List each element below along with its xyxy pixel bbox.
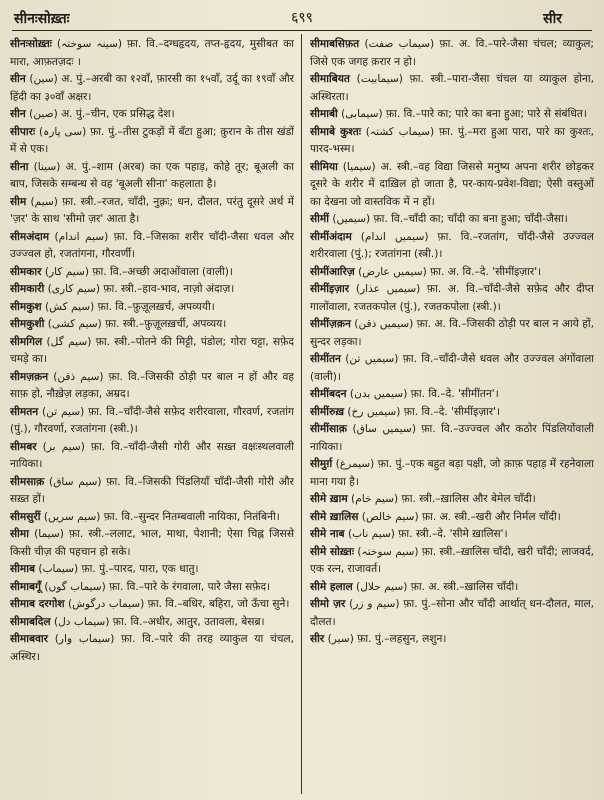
entry-definition: (سین) अ. पुं.–अरबी का १२वाँ, फ़ारसी का १५वाँ, उर्दू का १९वाँ और हिंदी का ३०वाँ अक्षर।: [10, 73, 294, 103]
dictionary-entry: [310, 386, 594, 404]
entry-definition: (سینا) अ. पुं.–शाम (अरब) का एक पहाड़, कोहे तूर; बूअली का बाप, जिसके सम्बन्ध से वह 'बूअली सीना' कहलाता है।: [10, 160, 294, 190]
entry-headword: सीर: [310, 633, 325, 645]
entry-headword: सीना: [10, 160, 29, 173]
entry-headword: सीमे नाब: [310, 528, 345, 540]
dictionary-entry: [10, 561, 294, 579]
entry-definition: (سیم سریں) फ़ा. वि.–सुन्दर नितम्बवाली नायिका, नितंबिनी।: [40, 510, 280, 523]
entry-headword: सीपारः: [10, 125, 36, 138]
dictionary-entry: [10, 106, 294, 124]
dictionary-entry: [310, 631, 594, 649]
entry-definition: (سیم کار) फ़ा. वि.–अच्छी अदाओंवाला (वाली)।: [41, 265, 233, 278]
dictionary-entry: [10, 281, 294, 299]
entry-headword: सीमींसाक़: [310, 423, 348, 435]
header-right-guide-word: सीर: [543, 11, 562, 27]
entry-definition: (سیما) फ़ा. स्त्री.–ललाट, भाल, माथा, पेशानी; ऐसा चिह्न जिससे किसी चीज़ की पहचान हो सके।: [10, 528, 294, 558]
entry-definition: (سیمیں رخ) फ़ा. वि.–दे. 'सीमींइज़ार'।: [344, 405, 501, 418]
entry-headword: सीमा: [10, 528, 29, 540]
entry-headword: सीमाबगूँ: [10, 580, 41, 593]
entry-headword: सीमिया: [310, 160, 338, 173]
dictionary-entry: [310, 316, 594, 351]
dictionary-entry: [10, 509, 294, 527]
entry-definition: (سیم ساق) फ़ा. वि.–जिसकी पिंडलियाँ चाँदी-जैसी गोरी और सख़्त हों।: [10, 475, 294, 505]
dictionary-entry: [10, 159, 294, 194]
dictionary-entry: [310, 404, 594, 422]
entry-definition: (سیمرغ) फ़ा. पुं.–एक बहुत बड़ा पक्षी, जो क़ाफ़ पहाड़ में रहनेवाला माना गया है।: [310, 458, 594, 488]
entry-headword: सीमे ख़ाम: [310, 493, 348, 505]
dictionary-entry: [310, 421, 594, 456]
entry-headword: सीमींरुख़: [310, 405, 344, 418]
dictionary-entry: [310, 526, 594, 544]
entry-definition: (سیمیں) फ़ा. वि.–चाँदी का; चाँदी का बना हुआ; चाँदी-जैसा।: [328, 213, 568, 225]
entry-headword: सीमाब दरगोश: [10, 598, 65, 610]
entry-definition: (سیمیں عذار) फ़ा. अ. वि.–चाँदी-जैसे सफ़ेद और दीप्त गालोंवाला, रजतकपोल (पुं.), रजतकपोला (स्त्री.)।: [310, 283, 594, 313]
dictionary-entry: [310, 229, 594, 264]
dictionary-entry: [310, 124, 594, 159]
entry-definition: (سینہ سوختہ) फ़ा. वि.–दग्धहृदय, तप्त-हृदय, मुसीबत का मारा, आफ़तज़दः ।: [10, 38, 294, 68]
entry-headword: सीमाबियत: [310, 73, 350, 85]
entry-definition: (سیماب وار) फ़ा. वि.–पारे की तरह व्याकुल या चंचल, अस्थिर।: [10, 633, 294, 663]
entry-headword: सीमसाक़: [10, 475, 45, 488]
dictionary-entry: [10, 439, 294, 474]
dictionary-entry: [10, 596, 294, 614]
dictionary-entry: [10, 316, 294, 334]
column-divider: [301, 34, 302, 794]
entry-definition: (سیم ذقن) फ़ा. वि.–जिसकी ठोड़ी पर बाल न हों और वह साफ़ हो, नौख़ेज़ लड़का, अम्रद।: [10, 370, 294, 400]
dictionary-entry: [10, 526, 294, 561]
entry-definition: (سیمیں ساق) फ़ा. वि.–उज्ज्वल और कठोर पिंडलियोंवाली नायिका।: [310, 423, 594, 453]
entry-definition: (سیم ناب) फ़ा. स्त्री.–दे. 'सीमे ख़ालिस'।: [344, 528, 508, 540]
dictionary-entry: [10, 264, 294, 282]
entry-definition: (سی پارہ) फ़ा. पुं.–तीस टुकड़ों में बँटा हुआ; क़ुरान के तीस खंडों में से एक।: [10, 125, 294, 155]
entry-definition: (سیم خالص) फ़ा. अ. स्त्री.–खरी और निर्मल चाँदी।: [358, 510, 561, 523]
dictionary-entry: [10, 579, 294, 597]
entry-headword: सीमकुशी: [10, 318, 45, 330]
entry-headword: सीमींआरिज़: [310, 265, 355, 278]
dictionary-entry: [10, 334, 294, 369]
dictionary-entry: [10, 194, 294, 229]
dictionary-entry: [310, 159, 594, 212]
entry-headword: सीन: [10, 73, 26, 85]
entry-definition: (سیر) फ़ा. पुं.–लहसुन, लशुन।: [324, 633, 447, 645]
entry-headword: सीमींबदन: [310, 388, 347, 400]
entry-definition: (سیمیں تن) फ़ा. वि.–चाँदी-जैसे धवल और उज्ज्वल अंगोंवाला (वाली)।: [310, 353, 594, 383]
entry-definition: (سیم سوختہ) फ़ा. स्त्री.–ख़ालिस चाँदी, खरी चाँदी; लाजवर्द, एक रत्न, राजावर्त।: [310, 545, 594, 575]
entry-definition: (سیم) फ़ा. स्त्री.–रजत, चाँदी, नुक़्रः; धन, दौलत, परंतु दूसरे अर्थ में 'ज़र' के साथ 'सीमो ज़र' आता है।: [10, 195, 294, 225]
entry-definition: (سیماب دل) फ़ा. वि.–अधीर, आतुर, उतावला, बेसब्र।: [50, 615, 265, 628]
entry-definition: (صین) अ. पुं.–चीन, एक प्रसिद्ध देश।: [25, 108, 175, 120]
entry-headword: सीमींज़क़न: [310, 318, 351, 330]
entry-definition: (سیم کش) फ़ा. वि.–फ़ुज़ूलख़र्च, अपव्ययी।: [41, 300, 215, 313]
entry-definition: (سیم تن) फ़ा. वि.–चाँदी-जैसे सफ़ेद शरीरवाला, गौरवर्ण, रजतांग (पुं.), गौरवर्णा, रजतांगना (स्त्री.)।: [10, 405, 294, 435]
dictionary-entry: [10, 36, 294, 71]
entry-headword: सीमीं: [310, 213, 329, 225]
dictionary-entry: [310, 491, 594, 509]
entry-headword: सीमतन: [10, 405, 39, 418]
entry-definition: (سیم و زر) फ़ा. पुं.–सोना और चाँदी आर्थात् धन-दौलत, माल, दौलत।: [310, 598, 594, 628]
entry-headword: सीमाब: [10, 563, 36, 575]
entry-headword: सीमज़क़न: [10, 370, 49, 383]
entry-definition: (سیم خام) फ़ा. स्त्री.–ख़ालिस और बेमेल चाँदी।: [347, 493, 536, 505]
entry-headword: सीम: [10, 195, 27, 208]
entry-definition: (سیمیا) अ. स्त्री.–वह विद्या जिससे मनुष्य अपना शरीर छोड़कर दूसरे के शरीर में दाख़िल हो जाता है, पर-काय-प्रवेश-विद्या; ऐसी वस्तुओं का देखना जो वास्तविक में न हों।: [310, 160, 594, 208]
entry-headword: सीमसुरीं: [10, 510, 41, 523]
entry-headword: सीमाबवार: [10, 633, 48, 645]
dictionary-entry: [310, 544, 594, 579]
entry-definition: (سیماب درگوش) फ़ा. वि.–बधिर, बहिरा, जो ऊँचा सुने।: [64, 598, 290, 610]
dictionary-entry: [10, 71, 294, 106]
entry-headword: सीमाबी: [310, 108, 338, 120]
dictionary-entry: [310, 579, 594, 597]
entry-headword: सीमींअंदाम: [310, 230, 352, 243]
entry-headword: सीमकुश: [10, 300, 42, 313]
entry-headword: सीमाबदिल: [10, 615, 51, 628]
page-number: ६९९: [291, 10, 313, 26]
right-column: [310, 36, 594, 794]
entry-definition: (سیم اندام) फ़ा. वि.–जिसका शरीर चाँदी-जैसा धवल और उज्ज्वल हो, रजतांगना, गौरवर्णी।: [10, 230, 294, 260]
entry-definition: (سیمابیت) फ़ा. स्त्री.–पारा-जैसा चंचल या व्याकुल होना, अस्थिरता।: [310, 73, 594, 103]
entry-definition: (سیمیں ذقن) फ़ा. अ. वि.–जिसकी ठोड़ी पर बाल न आये हों, सुन्दर लड़का।: [310, 318, 594, 348]
entry-definition: (سیماب) फ़ा. पुं.–पारद, पारा, एक धातु।: [35, 563, 199, 575]
entry-definition: (سیمیں بدن) फ़ा. वि.–दे. 'सीमींतन'।: [346, 388, 499, 400]
entry-definition: (سیم کشی) फ़ा. स्त्री.–फ़ुज़ूलख़र्ची, अपव्यय।: [44, 318, 227, 330]
entry-definition: (سیم بر) फ़ा. वि.–चाँदी-जैसी गोरी और सख़्त वक्षःस्थलवाली नायिका।: [10, 440, 294, 470]
dictionary-entry: [10, 474, 294, 509]
entry-definition: (سیم کاری) फ़ा. स्त्री.–हाव-भाव, नाज़ो अंदाज़।: [44, 283, 235, 295]
left-column: [10, 36, 294, 794]
dictionary-entry: [310, 281, 594, 316]
header-left-guide-word: सीनःसोख़्तः: [14, 11, 70, 27]
dictionary-entry: [310, 36, 594, 71]
entry-definition: (سیمابی) फ़ा. वि.–पारे का; पारे का बना हुआ; पारे से संबंधित।: [337, 108, 587, 120]
dictionary-entry: [10, 614, 294, 632]
dictionary-entry: [310, 509, 594, 527]
dictionary-entry: [10, 299, 294, 317]
entry-headword: सीमाबे कुश्तः: [310, 125, 361, 138]
entry-headword: सीमे ख़ालिस: [310, 510, 359, 523]
dictionary-entry: [10, 369, 294, 404]
entry-headword: सीमअंदाम: [10, 230, 50, 243]
entry-headword: सीमाबसिफ़त: [310, 38, 360, 50]
entry-headword: सीमबर: [10, 440, 37, 453]
entry-definition: (سیم حلال) फ़ा. अ. स्त्री.–ख़ालिस चाँदी।: [352, 580, 519, 593]
dictionary-entry: [310, 106, 594, 124]
entry-definition: (سیماب صفت) फ़ा. अ. वि.–पारे-जैसा चंचल; व्याकुल; जिसे एक जगह क़रार न हो।: [310, 38, 594, 68]
entry-headword: सीमे हलाल: [310, 580, 353, 593]
page-header: [12, 6, 592, 31]
dictionary-entry: [310, 211, 594, 229]
dictionary-entry: [10, 124, 294, 159]
entry-headword: सीमुर्ग़: [310, 458, 333, 470]
entry-headword: सीनःसोख़्तः: [10, 38, 52, 50]
entry-headword: सीन: [10, 108, 26, 120]
dictionary-entry: [310, 264, 594, 282]
entry-headword: सीमे सोख़्तः: [310, 545, 354, 558]
dictionary-entry: [310, 71, 594, 106]
dictionary-entry: [10, 229, 294, 264]
dictionary-entry: [310, 596, 594, 631]
entry-headword: सीमींतन: [310, 353, 341, 365]
entry-definition: (سیمیں عارض) फ़ा. अ. वि.–दे. 'सीमींइज़ार'।: [354, 265, 542, 278]
entry-definition: (سیم گل) फ़ा. स्त्री.–पोतने की मिट्टी, पंडोल; गोरा चट्टा, सफ़ेद चमड़े का।: [10, 335, 294, 365]
entry-definition: (سیماب گوں) फ़ा. वि.–पारे के रंगवाला, पारे जैसा सफ़ेद।: [41, 580, 271, 593]
entry-headword: सीमो ज़र: [310, 598, 346, 610]
entry-headword: सीमकारी: [10, 283, 45, 295]
entry-definition: (سیماب کشتہ) फ़ा. पुं.–मरा हुआ पारा, पारे का कुश्तः, पारद-भस्म।: [310, 125, 594, 155]
dictionary-entry: [310, 351, 594, 386]
entry-headword: सीमकार: [10, 265, 42, 278]
dictionary-entry: [310, 456, 594, 491]
dictionary-entry: [10, 631, 294, 666]
dictionary-entry: [10, 404, 294, 439]
entry-headword: सीमींइज़ार: [310, 283, 350, 295]
entry-headword: सीमगिल: [10, 335, 43, 348]
entry-definition: (سیمیں اندام) फ़ा. वि.–रजतांग, चाँदी-जैसे उज्ज्वल शरीरवाला (पुं.); रजतांगना (स्त्री.)।: [310, 230, 594, 260]
